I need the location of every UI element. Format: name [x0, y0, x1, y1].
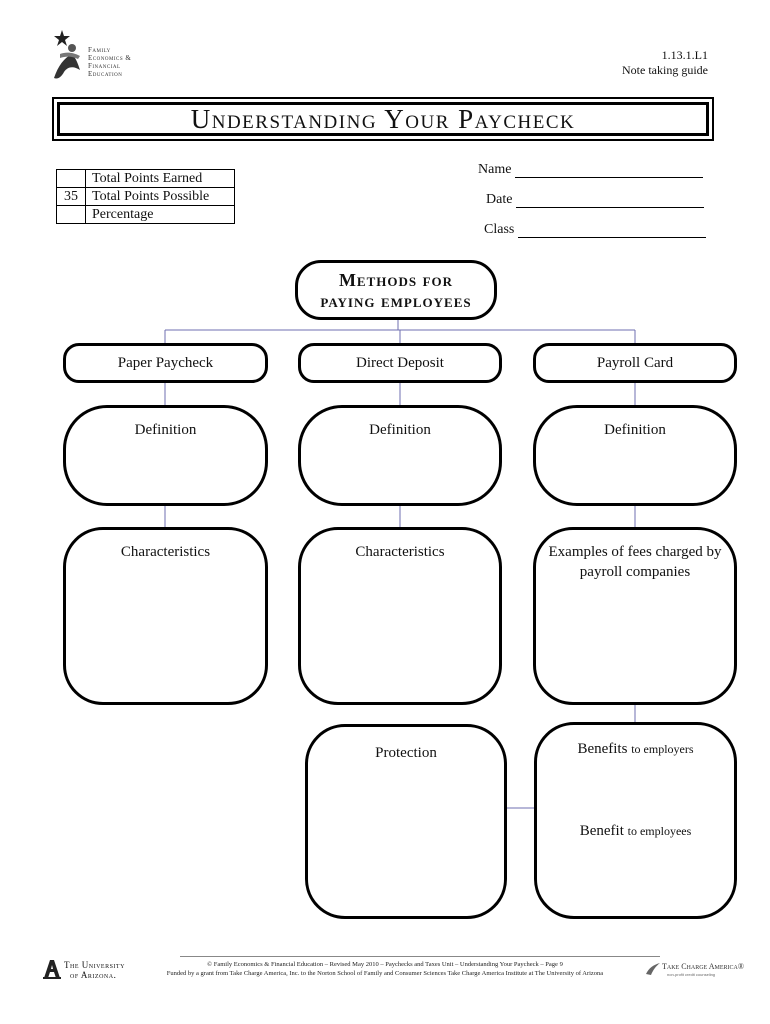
definition-label: Definition [134, 422, 197, 438]
ua-line: of Arizona. [70, 970, 117, 980]
paper-paycheck-node [63, 343, 268, 383]
definition-box-payroll-card[interactable] [533, 405, 737, 506]
tca-name: Take Charge America® [662, 962, 744, 971]
payroll-card-node [533, 343, 737, 383]
characteristics-box-direct-deposit[interactable] [298, 527, 502, 705]
definition-box-paper[interactable] [63, 405, 268, 506]
protection-label: Protection [375, 745, 437, 761]
tca-swoosh-icon [645, 962, 661, 976]
footer-funding: Funded by a grant from Take Charge America, Inc. to the Norton School of Family and Consumer Sciences Take Charge America Institute at The University of Arizona [166, 970, 604, 977]
logo-line: Financial [88, 62, 121, 70]
protection-box[interactable] [305, 724, 507, 919]
take-charge-america-logo [645, 960, 745, 980]
points-label-cell: Total Points Possible [86, 188, 235, 206]
method-label: Paper Paycheck [117, 354, 214, 371]
benefits-employers-small: to employers [631, 742, 694, 756]
fees-box-payroll-card[interactable] [533, 527, 737, 705]
footer-copyright: © Family Economics & Financial Education – Revised May 2010 – Paychecks and Taxes Unit – Understanding Your Paycheck – Page 9 [207, 961, 563, 968]
logo-line: Family [88, 46, 111, 54]
benefit-employees-main: Benefit [579, 823, 624, 839]
university-of-arizona-logo [42, 958, 132, 980]
points-value-cell: 35 [57, 188, 86, 206]
points-label-cell: Total Points Earned [86, 170, 235, 188]
page-title: Understanding Your Paycheck [57, 102, 709, 136]
document-code: 1.13.1.L1 [661, 48, 708, 62]
definition-label: Definition [369, 422, 431, 438]
class-label: Class [484, 222, 515, 237]
benefit-employees-small: to employees [627, 824, 692, 838]
document-type: Note taking guide [622, 63, 708, 77]
characteristics-label: Characteristics [120, 544, 211, 560]
characteristics-label: Characteristics [355, 544, 445, 560]
root-label-line: paying employees [320, 291, 472, 311]
fees-label: Examples of fees charged by payroll companies [548, 544, 722, 580]
name-label: Name [478, 162, 512, 177]
root-label-line: Methods for [338, 270, 454, 290]
methods-root-node [295, 260, 497, 320]
date-label: Date [486, 192, 513, 207]
ua-line: The University [64, 960, 125, 970]
ua-wordmark [64, 960, 125, 980]
benefits-employers-label [537, 739, 734, 759]
logo-line: Education [88, 70, 123, 78]
tca-tagline: non-profit credit counseling [667, 972, 716, 977]
definition-label: Definition [604, 422, 666, 438]
ua-a-icon [42, 958, 62, 980]
characteristics-box-paper[interactable] [63, 527, 268, 705]
benefit-employees-label [537, 821, 734, 841]
method-label: Payroll Card [596, 354, 674, 371]
logo-line: Economics & [88, 54, 132, 62]
footer-credits [130, 960, 640, 978]
benefits-employers-main: Benefits [577, 741, 628, 757]
footer-divider [180, 956, 660, 957]
direct-deposit-node [298, 343, 502, 383]
points-label-cell: Percentage [86, 206, 235, 224]
definition-box-direct-deposit[interactable] [298, 405, 502, 506]
benefits-box[interactable] [534, 722, 737, 919]
method-label: Direct Deposit [356, 354, 444, 371]
